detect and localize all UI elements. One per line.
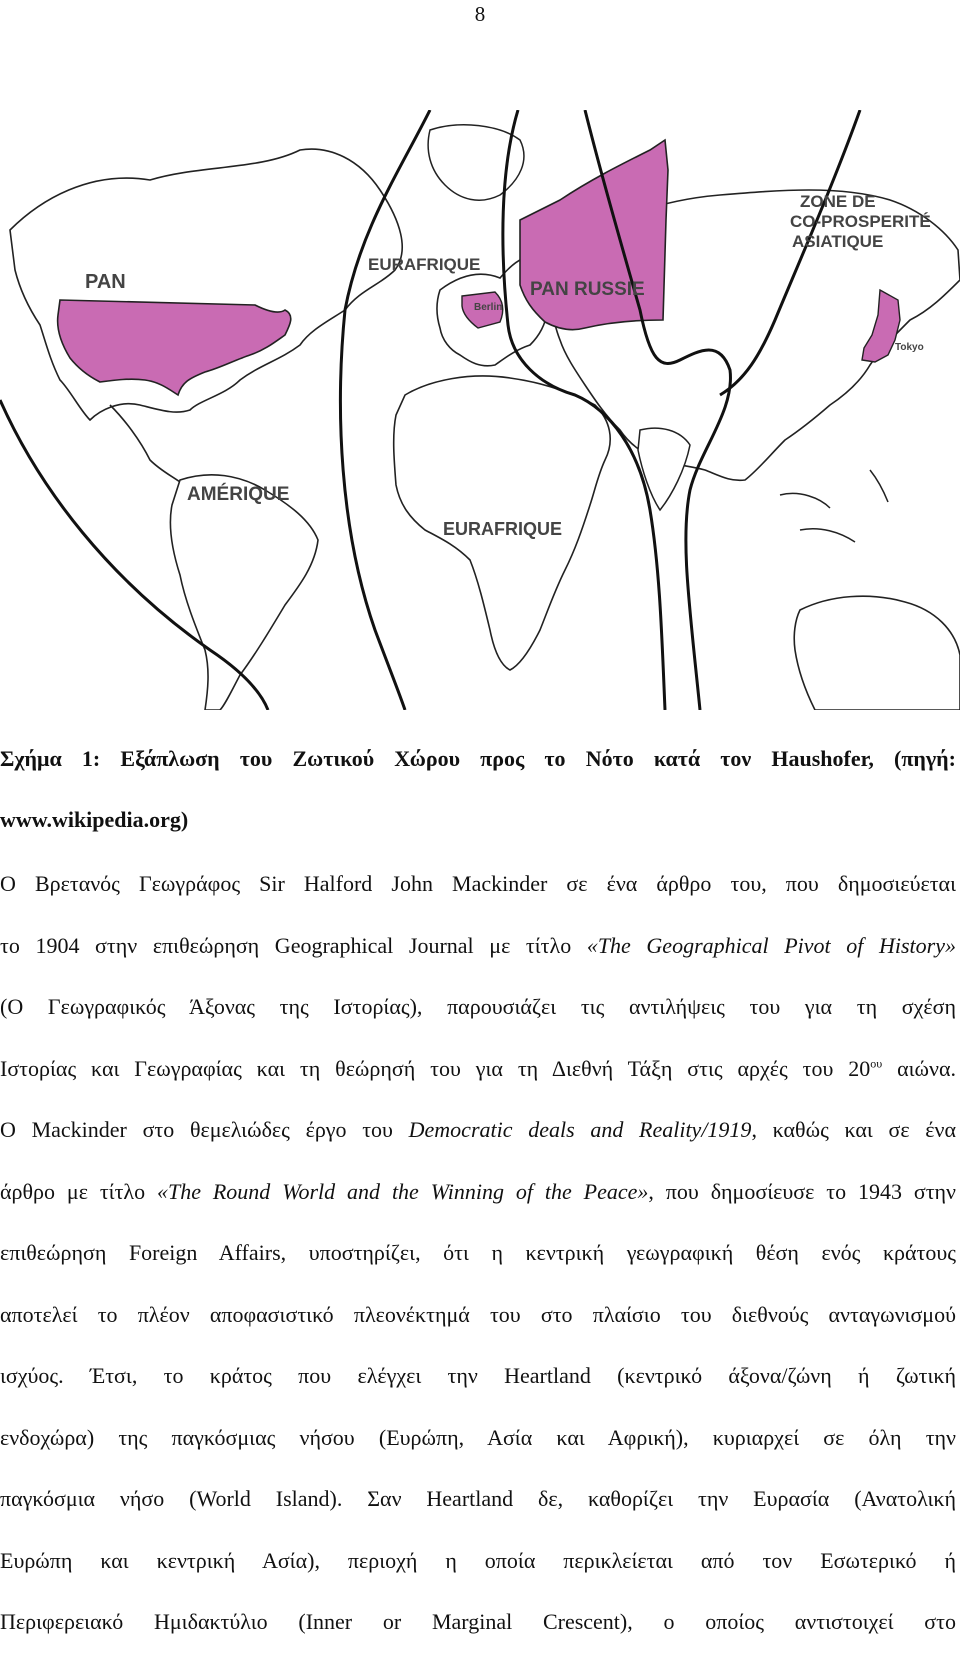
label-eurafrique-bottom: EURAFRIQUE (443, 519, 563, 539)
body-line-10: ενδοχώρα) της παγκόσμιας νήσου (Ευρώπη, Ασία και Αφρική), κυριαρχεί σε όλη την (0, 1424, 956, 1450)
label-berlin: Berlin (474, 302, 503, 313)
page-number: 8 (474, 2, 486, 26)
body-line-2-text: το 1904 στην επιθεώρηση Geographical Journal με τίτλο (0, 932, 587, 958)
body-line-6 (0, 1161, 956, 1223)
body-line-4 (0, 1038, 956, 1100)
caption-line-1: Σχήμα 1: Εξάπλωση του Ζωτικού Χώρου προς το Νότο κατά τον Haushofer, (πηγή: (0, 746, 956, 771)
body-line-4-sup: ου (870, 1056, 883, 1071)
body-line-5-title: Democratic deals and Reality/1919 (408, 1117, 752, 1142)
russia-highlight (520, 140, 668, 330)
body-line-9: ισχύος. Έτσι, το κράτος που ελέγχει την Heartland (κεντρικό άξονα/ζώνη ή ζωτική (0, 1363, 956, 1388)
body-line-6-text: άρθρο με τίτλο (0, 1178, 157, 1204)
body-line-4-end: αιώνα. (882, 1055, 956, 1081)
south-america-coast (170, 475, 318, 710)
body-line-3: (Ο Γεωγραφικός Άξονας της Ιστορίας), παρουσιάζει τις αντιλήψεις του για τη σχέση (0, 994, 956, 1019)
label-zone-line2: CO-PROSPERITÉ (790, 212, 931, 231)
body-line-13: Περιφερειακό Ημιδακτύλιο (Inner or Marginal Crescent), ο οποίος αντιστοιχεί στο (0, 1609, 956, 1634)
body-line-8: αποτελεί το πλέον αποφασιστικό πλεονέκτημά του στο πλαίσιο του διεθνούς ανταγωνισμού (0, 1301, 956, 1327)
body-line-11: παγκόσμια νήσο (World Island). Σαν Heartland δε, καθορίζει την Ευρασία (Ανατολική (0, 1486, 956, 1511)
body-line-2 (0, 915, 956, 977)
greenland-coast (428, 125, 524, 200)
pan-regions-map (0, 110, 960, 710)
central-america-coast (110, 405, 180, 482)
body-line-4-text: Ιστορίας και Γεωγραφίας και τη θεώρησή του για τη Διεθνή Τάξη στις αρχές του 20 (0, 1055, 871, 1081)
label-zone-line1: ZONE DE (800, 192, 876, 211)
label-zone-line3: ASIATIQUE (792, 232, 884, 251)
body-line-5-end: , καθώς και σε ένα (751, 1117, 957, 1142)
label-pan-russie: PAN RUSSIE (530, 279, 645, 300)
figure-caption (0, 728, 956, 850)
australia-coast (794, 596, 960, 710)
body-line-5 (0, 1099, 956, 1161)
body-paragraphs (0, 853, 956, 1653)
body-line-6-title: «The Round World and the Winning of the Peace» (156, 1178, 649, 1204)
label-amerique: AMÉRIQUE (187, 484, 290, 505)
body-line-12: Ευρώπη και κεντρική Ασία), περιοχή η οποία περικλείεται από τον Εσωτερικό ή (0, 1547, 956, 1573)
label-eurafrique-top: EURAFRIQUE (368, 255, 481, 274)
india-coast (638, 428, 690, 510)
label-tokyo: Tokyo (895, 342, 924, 353)
north-america-coast (10, 149, 402, 420)
body-line-1: Ο Βρετανός Γεωγράφος Sir Halford John Mackinder σε ένα άρθρο του, που δημοσιεύεται (0, 871, 956, 896)
body-line-7: επιθεώρηση Foreign Affairs, υποστηρίζει, ότι η κεντρική γεωγραφική θέση ενός κράτους (0, 1240, 956, 1265)
caption-line-2: www.wikipedia.org) (0, 807, 189, 832)
body-line-5-text: Ο Mackinder στο θεμελιώδες έργο του (0, 1117, 409, 1142)
southeast-asia-islands (780, 470, 888, 542)
body-line-6-end: , που δημοσίευσε το 1943 στην (648, 1178, 957, 1204)
body-line-2-title: «The Geographical Pivot of History» (586, 932, 956, 958)
label-pan-top: PAN (85, 271, 126, 293)
